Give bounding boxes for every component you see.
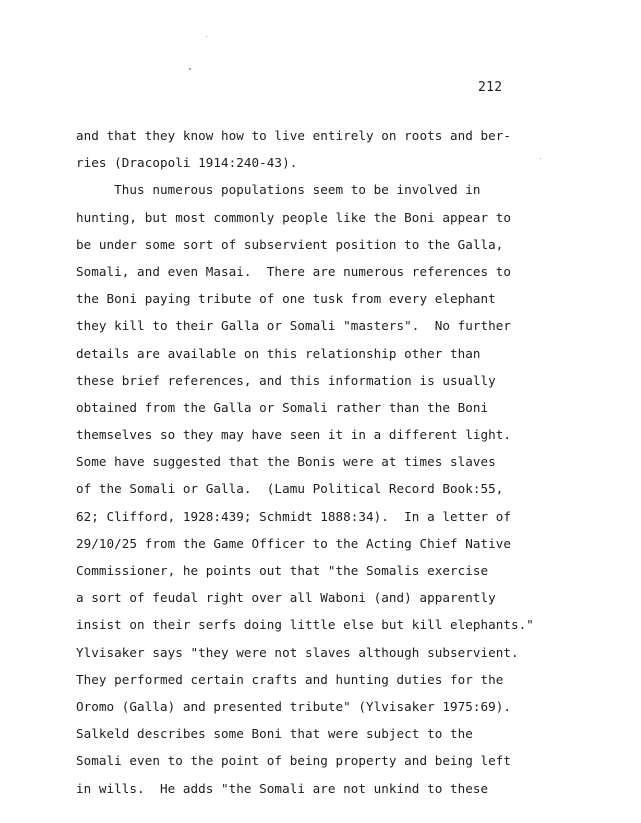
text-line: these brief references, and this information is usually xyxy=(76,372,496,388)
text-line: They performed certain crafts and hunting duties for the xyxy=(76,671,504,687)
text-line: be under some sort of subservient position to the Galla, xyxy=(76,236,504,252)
text-line: themselves so they may have seen it in a different light. xyxy=(76,427,512,443)
text-line: in wills. He adds "the Somali are not unkind to these xyxy=(76,780,489,796)
text-line: obtained from the Galla or Somali rather than the Boni xyxy=(76,399,489,415)
text-line: hunting, but most commonly people like the Boni appear to xyxy=(76,209,512,225)
text-line: Thus numerous populations seem to be involved in xyxy=(76,182,481,198)
text-line: Salkeld describes some Boni that were subject to the xyxy=(76,726,473,742)
text-line: and that they know how to live entirely on roots and ber- xyxy=(76,128,512,143)
text-line: 62; Clifford, 1928:439; Schmidt 1888:34). In a letter of xyxy=(76,508,512,524)
text-line: they kill to their Galla or Somali "masters". No further xyxy=(76,318,512,334)
text-line: Commissioner, he points out that "the Somalis exercise xyxy=(76,563,489,578)
scan-speck xyxy=(189,68,191,70)
text-line: Somali even to the point of being property and being left xyxy=(76,753,512,769)
text-line: details are available on this relationship other than xyxy=(76,345,481,361)
page-number: 212 xyxy=(478,80,503,95)
body-text xyxy=(76,122,636,802)
text-line: insist on their serfs doing little else but kill elephants." xyxy=(76,617,534,633)
scan-speck xyxy=(206,36,207,37)
text-line: of the Somali or Galla. (Lamu Political Record Book:55, xyxy=(76,481,504,497)
text-line: Ylvisaker says "they were not slaves although subservient. xyxy=(76,644,519,660)
text-line: a sort of feudal right over all Waboni (and) apparently xyxy=(76,590,496,606)
text-line: Some have suggested that the Bonis were at times slaves xyxy=(76,454,496,470)
text-line: 29/10/25 from the Game Officer to the Acting Chief Native xyxy=(76,535,512,551)
text-line: the Boni paying tribute of one tusk from every elephant xyxy=(76,291,496,307)
text-line: ries (Dracopoli 1914:240-43). xyxy=(76,155,298,171)
text-line: Oromo (Galla) and presented tribute" (Ylvisaker 1975:69). xyxy=(76,698,512,714)
text-line: Somali, and even Masai. There are numerous references to xyxy=(76,263,512,279)
